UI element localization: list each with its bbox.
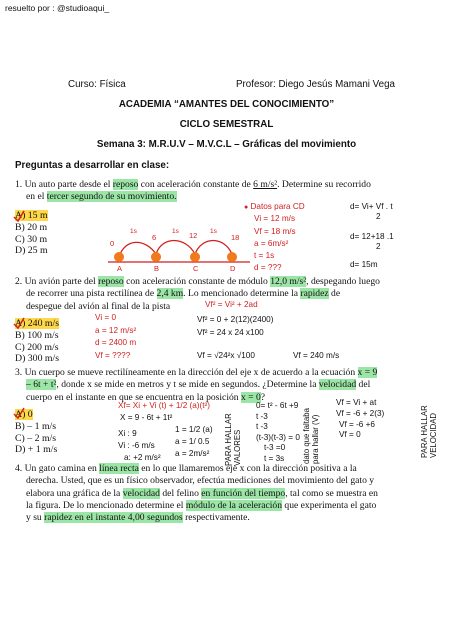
q3-accel-steps: 1 = 1/2 (a) a = 1/ 0.5 a = 2m/s² <box>175 425 213 458</box>
q2-option-d[interactable]: D) 300 m/s <box>15 353 60 365</box>
q1-node-0: 0 <box>110 239 115 248</box>
q1-check-mark <box>12 210 26 224</box>
q1-node-12: 12 <box>189 231 198 240</box>
cycle-title: CICLO SEMESTRAL <box>179 119 274 130</box>
q1-data-title: ● Datos para CD <box>244 202 305 211</box>
q1-point-c: C <box>193 264 199 273</box>
q2-check-mark <box>12 317 26 331</box>
q3-option-d[interactable]: D) + 1 m/s <box>15 444 58 456</box>
q3-note-velocity: PARA HALLAR VELOCIDAD <box>420 405 438 458</box>
q3-position-equation: X = 9 - 6t + 1t² <box>120 413 173 422</box>
q2-formula: Vf² = Vi² + 2ad <box>205 300 258 309</box>
q1-option-d[interactable]: D) 25 m <box>15 245 48 257</box>
week-title: Semana 3: M.R.U.V – M.V.C.L – Gráficas del movimiento <box>96 139 357 150</box>
q2-steps: Vf² = 0 + 2(12)(2400) Vf² = 24 x 24 x100 <box>197 315 274 337</box>
q1-point-b: B <box>154 264 160 273</box>
q3-time-solution: 0= t² - 6t +9 t -3 t -3 (t-3)(t-3) = 0 t-3 =0 t = 3s <box>256 401 300 463</box>
q3-note-missing: dato que faltaba para hallar (V) <box>302 408 320 464</box>
section-heading: Preguntas a desarrollar en clase: <box>15 160 170 171</box>
q1-substitution: d= 12+18 .1 2 <box>350 232 394 252</box>
q3-option-a[interactable]: A) 0 <box>15 409 33 420</box>
q1-arc-label-2: 1s <box>172 228 179 235</box>
course-label: Curso: Física <box>68 79 126 90</box>
q3-values: Xi : 9 Vi : -6 m/s a: +2 m/s² <box>118 429 161 462</box>
q2-data: Vi = 0 a = 12 m/s² d = 2400 m Vf = ???? <box>95 313 137 360</box>
q1-node-18: 18 <box>231 233 240 242</box>
academy-title: ACADEMIA “AMANTES DEL CONOCIMIENTO” <box>118 99 335 110</box>
q1-option-c[interactable]: C) 30 m <box>15 233 48 245</box>
q2-option-a[interactable]: A) 240 m/s <box>15 318 60 329</box>
q1-option-b[interactable]: B) 20 m <box>15 221 48 233</box>
q1-point-d: D <box>230 264 236 273</box>
question-2: 2. Un avión parte del reposo con aceleración constante de módulo 12,0 m/s², despegando luego de recorrer una pista rectilínea de 2,4 km. Lo mencionado determine la rapidez de despegue del avión al final de la pista <box>15 276 380 312</box>
q1-option-a[interactable]: A) 15 m <box>15 210 48 221</box>
q2-result: Vf = 240 m/s <box>293 351 340 360</box>
q1-node-6: 6 <box>152 233 157 242</box>
teacher-label: Profesor: Diego Jesús Mamani Vega <box>236 79 396 90</box>
q1-formula: d= Vi+ Vf . t 2 <box>350 202 393 222</box>
q1-arc-label-3: 1s <box>210 228 217 235</box>
question-4: 4. Un gato camina en línea recta en lo que llamaremos eje x con la dirección positiva a la derecha. Usted, que es un físico observador, efectúa mediciones del movimiento del gato y elabora una gráfica de la velocidad del felino en función del tiempo, tal como se muestra en la figura. De lo mencionado determine el módulo de la aceleración que experimenta el gato y su rapidez en el instante 4,00 segundos respectivamente. <box>15 463 378 524</box>
q1-arc-label-1: 1s <box>130 228 137 235</box>
q3-check-mark <box>12 407 26 421</box>
q1-point-a: A <box>117 264 123 273</box>
q3-note-values: PARA HALLAR VALORES <box>224 413 242 466</box>
question-1: 1. Un auto parte desde el reposo con aceleración constante de 6 m/s². Determine su recorrido en el tercer segundo de su movimiento. <box>15 179 371 203</box>
q2-option-c[interactable]: C) 200 m/s <box>15 341 59 353</box>
watermark: resuelto por : @studioaqui_ <box>5 3 110 13</box>
q1-data: ● Datos para CD Vi = 12 m/s Vf = 18 m/s a = 6m/s² t = 1s d = ??? <box>244 202 305 273</box>
question-3: 3. Un cuerpo se mueve rectilíneamente en la dirección del eje x de acuerdo a la ecuación x = 9 – 6t + t², donde x se mide en metros y t se mide en segundos. ¿Determine la velocidad del cuerpo en el instante en que se encuentra en la posición x = 0? <box>15 367 378 403</box>
q3-option-c[interactable]: C) – 2 m/s <box>15 432 57 444</box>
q3-velocity-steps: Vf = Vi + at Vf = -6 + 2(3) Vf = -6 +6 Vf = 0 <box>336 398 385 440</box>
q1-result: d= 15m <box>350 260 378 269</box>
q2-root-step: Vf = √24²x √100 <box>197 351 255 360</box>
q3-option-b[interactable]: B) – 1 m/s <box>15 420 57 432</box>
q3-position-formula: Xf= Xi + Vi (t) + 1/2 (a)(t²) <box>118 401 210 410</box>
q2-option-b[interactable]: B) 100 m/s <box>15 329 59 341</box>
